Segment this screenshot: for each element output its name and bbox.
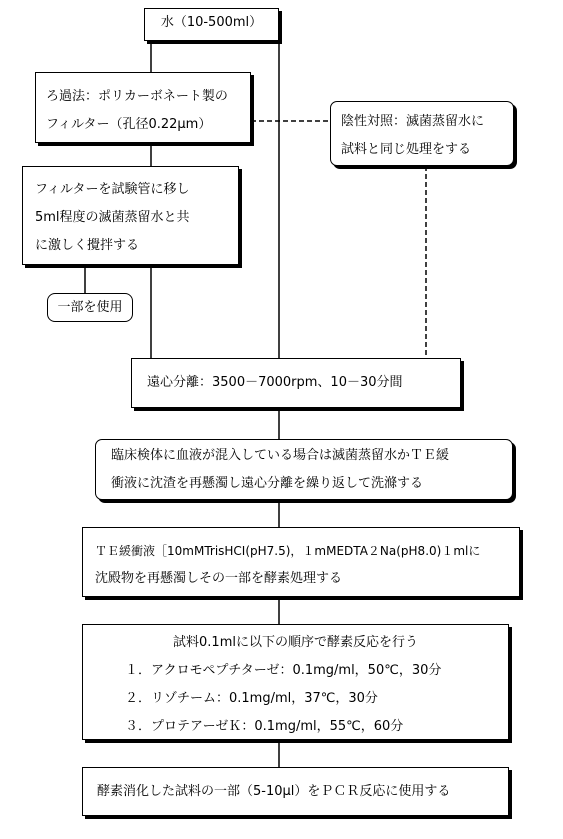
enzyme-step-2: ２．リゾチーム：0.1mg/ml，37℃，30分 bbox=[125, 691, 378, 706]
transfer-box bbox=[22, 166, 239, 265]
enzyme-step-1: １．アクロモペプチターゼ：0.1mg/ml，50℃，30分 bbox=[125, 663, 442, 678]
filtration-line-2: フィルター（孔径0.22μm） bbox=[46, 117, 212, 132]
enzyme-title: 試料0.1mlに以下の順序で酵素反応を行う bbox=[173, 635, 418, 650]
blood-wash-box bbox=[95, 439, 513, 500]
blood-wash-line-1: 臨床検体に血液が混入している場合は滅菌蒸留水かＴＥ緩 bbox=[111, 448, 450, 463]
negative-control-line-1: 陰性対照：滅菌蒸留水に bbox=[341, 114, 485, 129]
te-buffer-line-1: ＴＥ緩衝液［10mMTrisHCI(pH7.5)，１mMEDTA２Na(pH8.0)１mlに bbox=[95, 544, 481, 558]
pcr-box bbox=[82, 767, 509, 816]
filtration-line-1: ろ過法：ポリカーボネート製の bbox=[46, 89, 228, 104]
transfer-line-1: フィルターを試験管に移し bbox=[35, 182, 190, 197]
use-portion-label bbox=[47, 293, 133, 322]
start-water-label: 水（10-500ml） bbox=[160, 15, 263, 30]
blood-wash-line-2: 衝液に沈渣を再懸濁し遠心分離を繰り返して洗滌する bbox=[111, 476, 424, 491]
pcr-text: 酵素消化した試料の一部（5-10μl）をＰＣＲ反応に使用する bbox=[97, 784, 451, 799]
start-water-box bbox=[144, 8, 279, 41]
centrifuge-box bbox=[131, 358, 461, 408]
centrifuge-text: 遠心分離：3500－7000rpm、10－30分間 bbox=[147, 375, 403, 390]
negative-control-box bbox=[330, 101, 514, 166]
negative-control-line-2: 試料と同じ処理をする bbox=[341, 142, 472, 157]
enzyme-box bbox=[82, 624, 509, 740]
use-portion-text: 一部を使用 bbox=[57, 300, 123, 315]
filtration-box bbox=[35, 72, 251, 143]
te-buffer-box bbox=[82, 527, 520, 597]
transfer-line-2: 5ml程度の滅菌蒸留水と共 bbox=[35, 210, 190, 225]
te-buffer-line-2: 沈殿物を再懸濁しその一部を酵素処理する bbox=[95, 571, 343, 586]
enzyme-step-3: ３．プロテアーゼＫ：0.1mg/ml，55℃，60分 bbox=[125, 719, 404, 734]
transfer-line-3: に激しく攪拌する bbox=[35, 238, 140, 253]
